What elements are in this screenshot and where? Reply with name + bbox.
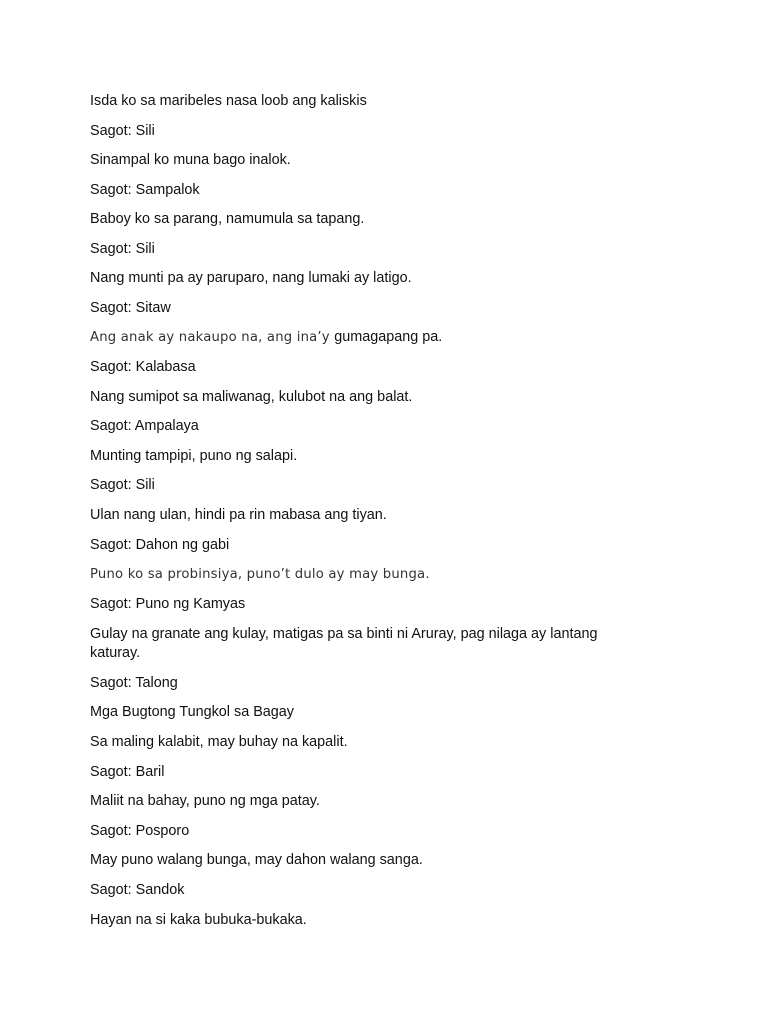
answer-line: Sagot: Baril	[90, 764, 165, 780]
riddle-line: Munting tampipi, puno ng salapi.	[90, 448, 298, 464]
riddle-line: Maliit na bahay, puno ng mga patay.	[90, 793, 320, 809]
riddle-line: Nang munti pa ay paruparo, nang lumaki ay latigo.	[90, 270, 412, 286]
riddle-line: Isda ko sa maribeles nasa loob ang kaliskis	[90, 93, 367, 109]
answer-line: Sagot: Sili	[90, 123, 155, 139]
answer-line: Sagot: Sandok	[90, 882, 185, 898]
riddle-line-part: gumagapang pa.	[334, 329, 443, 345]
riddle-line-alt-font: Puno ko sa probinsiya, puno’t dulo ay may bunga.	[90, 567, 430, 582]
riddle-line: Baboy ko sa parang, namumula sa tapang.	[90, 211, 365, 227]
riddle-line-wrapped: Gulay na granate ang kulay, matigas pa sa binti ni Aruray, pag nilaga ay lantang katuray.	[90, 626, 598, 661]
answer-line: Sagot: Sampalok	[90, 182, 200, 198]
answer-line: Sagot: Talong	[90, 675, 178, 691]
answer-line: Sagot: Sitaw	[90, 300, 171, 316]
riddle-line: Nang sumipot sa maliwanag, kulubot na ang balat.	[90, 389, 413, 405]
riddle-line: Ulan nang ulan, hindi pa rin mabasa ang tiyan.	[90, 507, 387, 523]
section-heading: Mga Bugtong Tungkol sa Bagay	[90, 704, 295, 720]
answer-line: Sagot: Posporo	[90, 823, 190, 839]
riddle-line: Sa maling kalabit, may buhay na kapalit.	[90, 734, 348, 750]
riddle-line: May puno walang bunga, may dahon walang sanga.	[90, 852, 423, 868]
riddle-line-mixed-font	[90, 328, 650, 347]
riddle-line: Sinampal ko muna bago inalok.	[90, 152, 291, 168]
answer-line: Sagot: Puno ng Kamyas	[90, 596, 246, 612]
answer-line: Sagot: Ampalaya	[90, 418, 199, 434]
answer-line: Sagot: Kalabasa	[90, 359, 196, 375]
answer-line: Sagot: Sili	[90, 477, 155, 493]
answer-line: Sagot: Sili	[90, 241, 155, 257]
answer-line: Sagot: Dahon ng gabi	[90, 537, 230, 553]
riddle-line-part: Ang anak ay nakaupo na, ang ina’y	[90, 330, 335, 345]
riddle-line: Hayan na si kaka bubuka-bukaka.	[90, 912, 307, 928]
